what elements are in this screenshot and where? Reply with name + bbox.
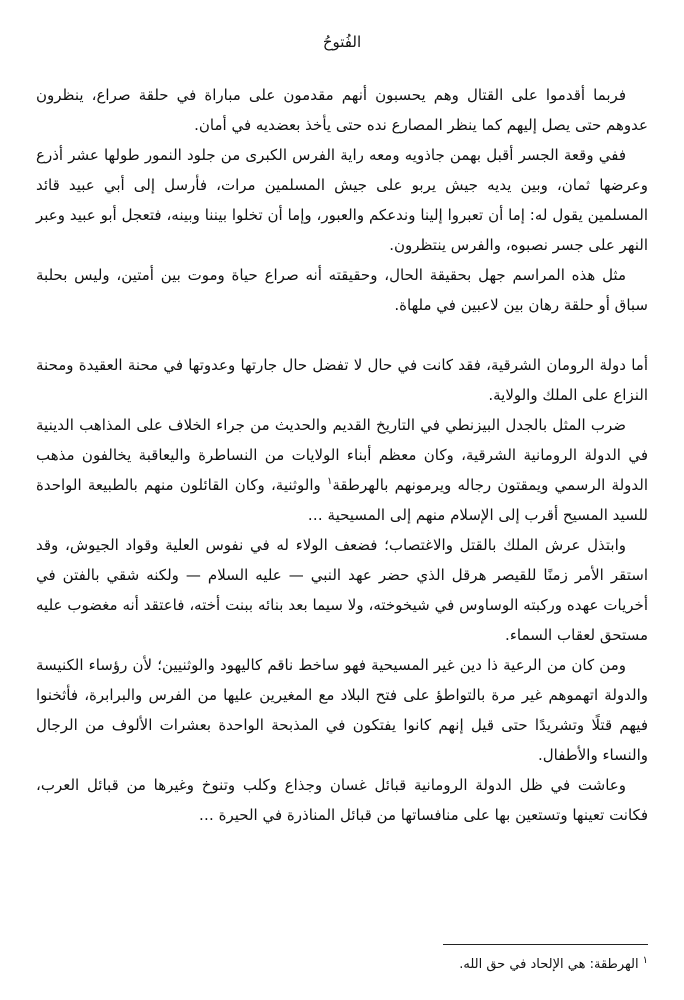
paragraph-with-footnote xyxy=(36,410,648,530)
footnote-text: الهرطقة: هي الإلحاد في حق الله. xyxy=(459,957,639,972)
paragraph-text: ضرب المثل بالجدل البيزنطي في التاريخ القديم والحديث من جراء الخلاف على المذاهب الدينية في الدولة الرومانية الشرقية، وكان معظم أبناء الولايات من النساطرة واليعاقبة يخالفون مذهب الدولة الرسمي ويمقتون رجاله ويرمونهم بالهرطقة xyxy=(36,416,649,494)
paragraph: ففي وقعة الجسر أقبل بهمن جاذويه ومعه راية الفرس الكبرى من جلود النمور طولها عشر أذرع وعرضها ثمان، وبين يديه جيش يربو على جيش المسلمين مرات، فأرسل إلى أبي عبيد قائد المسلمين يقول له: إما أن تعبروا إلينا وندعكم والعبور، وإما أن تخلوا بيننا وبينه، فتعجل أبو عبيد وعبر النهر على جسر نصبوه، والفرس ينتظرون. xyxy=(36,146,648,254)
body-text xyxy=(36,80,648,830)
paragraph: أما دولة الرومان الشرقية، فقد كانت في حال لا تفضل حال جارتها وعدوتها في محنة العقيدة ومحنة النزاع على الملك والولاية. xyxy=(36,356,648,404)
paragraph: وعاشت في ظل الدولة الرومانية قبائل غسان وجذاع وكلب وتنوخ وغيرها من قبائل العرب، فكانت تعينها وتستعين بها على منافساتها من قبائل المناذرة في الحيرة … xyxy=(36,776,648,824)
running-title: الفُتوحُ xyxy=(322,33,362,51)
paragraph: فربما أقدموا على القتال وهم يحسبون أنهم مقدمون على مباراة في حلقة صراع، ينظرون عدوهم حتى يصل إليهم كما ينظر المصارع نده حتى يأخذ بعضديه في أمان. xyxy=(36,86,648,134)
paragraph-text: والوثنية، وكان القائلون منهم بالطبيعة الواحدة للسيد المسيح أقرب إلى الإسلام منهم إلى المسيحية … xyxy=(36,476,648,524)
footnote-number: ١ xyxy=(642,954,648,966)
paragraph: وابتذل عرش الملك بالقتل والاغتصاب؛ فضعف الولاء له في نفوس العلية وقواد الجيوش، وقد استقر الأمر زمنًا للقيصر هرقل الذي حضر عهد النبي — عليه السلام — ولكنه شقي بالفتن في أخريات عهده وركبته الوساوس في شيخوخته، ولا سيما بعد بنائه ببنت أخته، فاعتقد أنه مغضوب عليه مستحق لعقاب السماء. xyxy=(36,536,648,644)
footnote-divider xyxy=(443,944,648,945)
footnote xyxy=(36,954,648,976)
section-break xyxy=(36,320,648,350)
paragraph: مثل هذه المراسم جهل بحقيقة الحال، وحقيقته أنه صراع حياة وموت بين أمتين، وليس بحلبة سباق أو حلقة رهان بين لاعبين في ملهاة. xyxy=(36,266,648,314)
paragraph: ومن كان من الرعية ذا دين غير المسيحية فهو ساخط ناقم كاليهود والوثنيين؛ لأن رؤساء الكنيسة والدولة اتهموهم غير مرة بالتواطؤ على فتح البلاد مع المغيرين عليها من الفرس والبرابرة، فأثخنوا فيهم قتلًا وتشريدًا حتى قيل إنهم كانوا يفتكون في المذبحة الواحدة بعشرات الألوف من الرجال والنساء والأطفال. xyxy=(36,656,648,764)
footnote-marker[interactable]: ١ xyxy=(327,476,333,487)
